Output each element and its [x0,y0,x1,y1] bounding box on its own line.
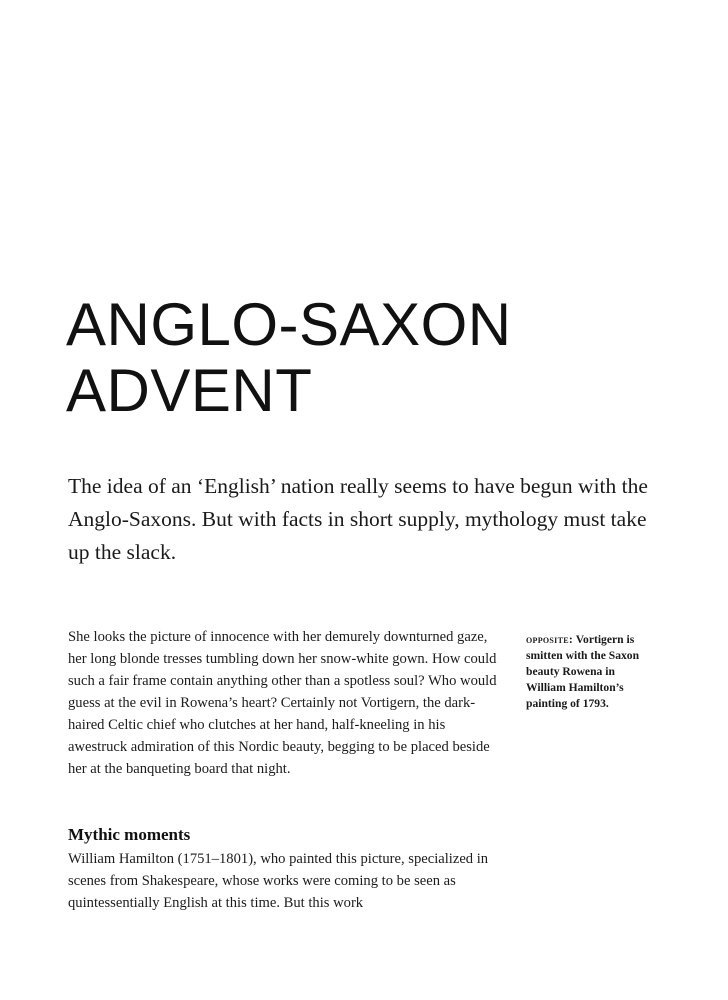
chapter-title [66,292,512,424]
caption-text: Vortigern is smitten with the Saxon beauty Rowena in William Hamilton’s painting of 1793. [526,633,640,710]
body-paragraph-1: She looks the picture of innocence with her demurely downturned gaze, her long blonde tresses tumbling down her snow-white gown. How could such a fair frame contain anything other than a spotless soul? Who would guess at the evil in Rowena’s heart? Certainly not Vortigern, the dark-haired Celtic chief who clutches at her hand, half-kneeling in his awestruck admiration of this Nordic beauty, begging to be placed beside her at the banqueting board that night. [68,629,497,777]
chapter-title-line-1: ANGLO-SAXON [66,291,512,358]
body-paragraph-2: William Hamilton (1751–1801), who painted this picture, specialized in scenes from Shakespeare, whose works were coming to be seen as quintessentially English at this time. But this work [68,851,489,911]
image-caption [526,632,656,712]
intro-paragraph: The idea of an ‘English’ nation really seems to have begun with the Anglo-Saxons. But with facts in short supply, mythology must take up the slack. [68,474,648,564]
caption-label: opposite: [526,633,574,646]
chapter-title-line-2: ADVENT [66,357,313,424]
section-subheading: Mythic moments [68,825,191,844]
